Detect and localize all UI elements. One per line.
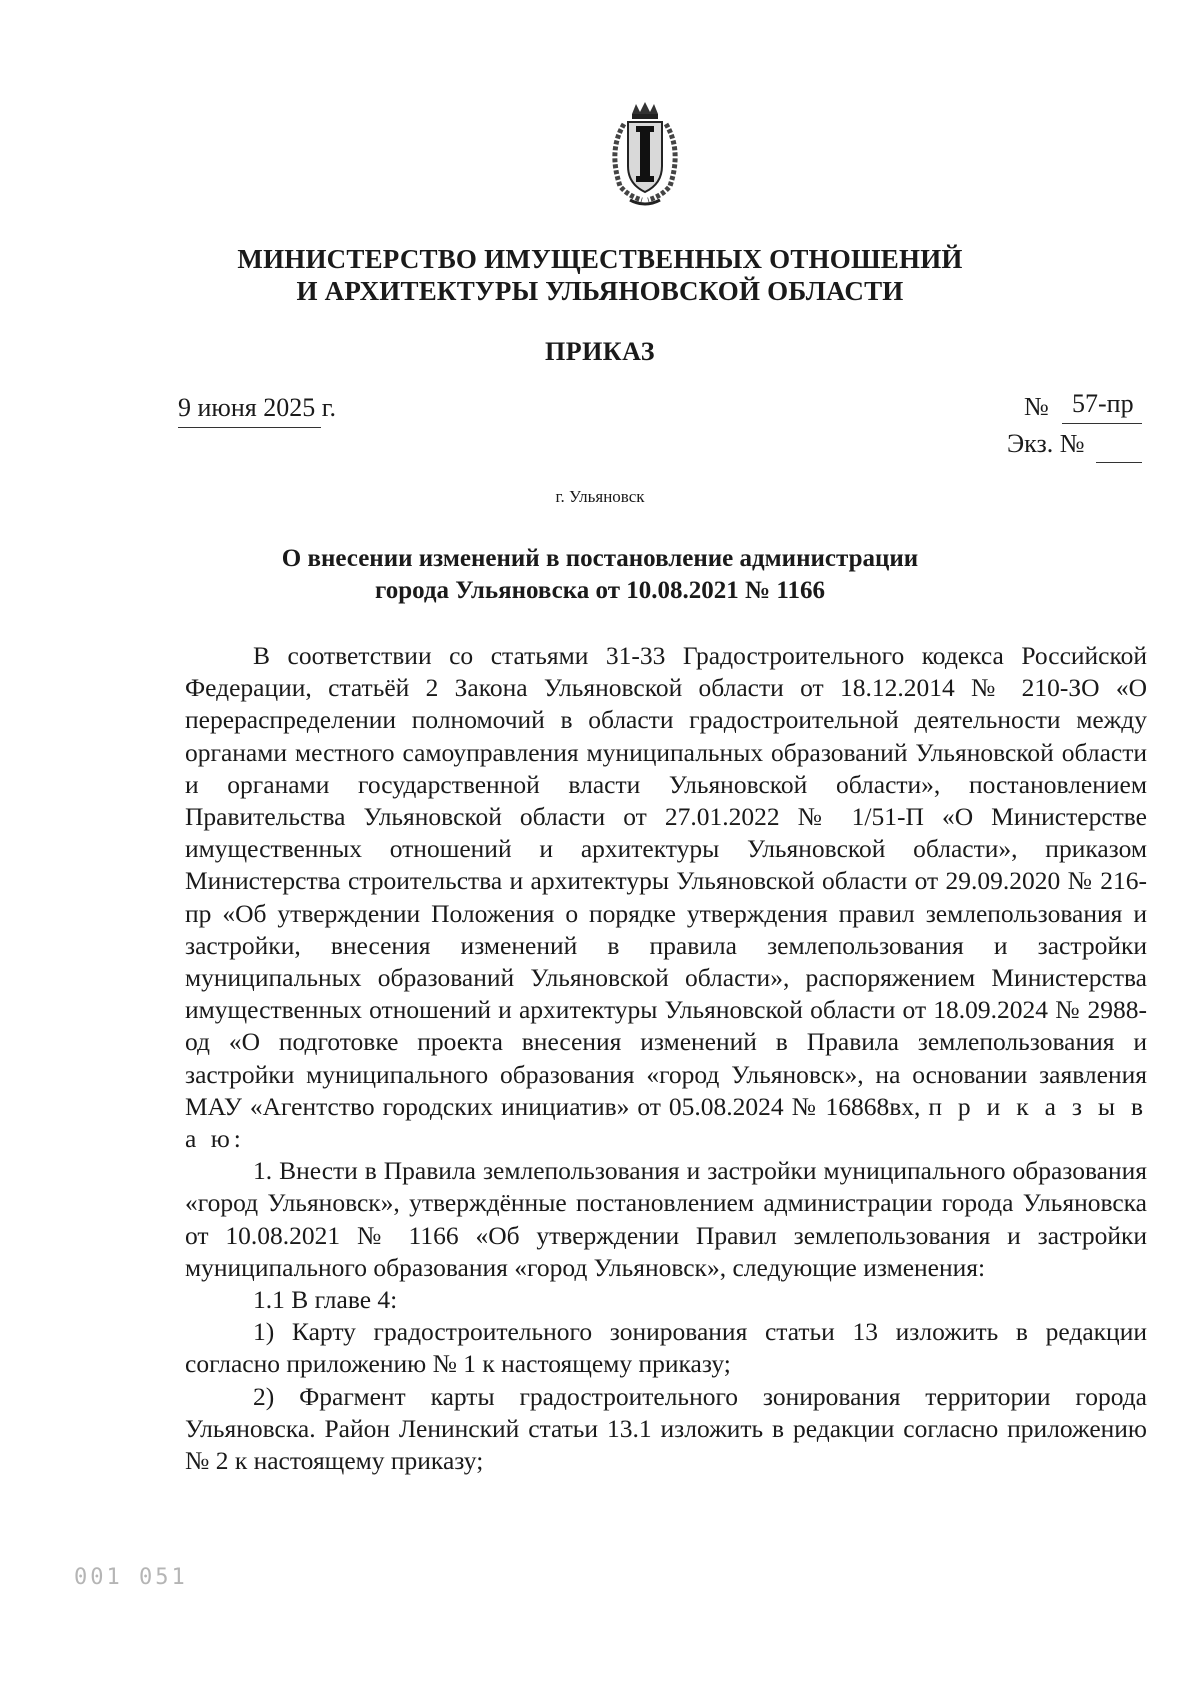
number-label: № <box>1024 392 1049 421</box>
subject-line2: города Ульяновска от 10.08.2021 № 1166 <box>374 577 825 604</box>
order-subject <box>0 543 1200 607</box>
preamble-paragraph <box>185 640 1147 1155</box>
order-number: 57-пр <box>1072 389 1134 418</box>
city-name: г. Ульяновск <box>555 487 645 506</box>
preamble-text: В соответствии со статьями 31-33 Градостроительного кодекса Российской Федерации, статьёй 2 Закона Ульяновской области от 18.12.2014 № 210-ЗО «О перераспределении полномочий в области градостроительной деятельности между органами местного самоуправления муниципальных образований Ульяновской области и органами государственной власти Ульяновской области», постановлением Правительства Ульяновской области от 27.01.2022 № 1/51-П «О Министерстве имущественных отношений и архитектуры Ульяновской области», приказом Министерства строительства и архитектуры Ульяновской области от 29.09.2020 № 216-пр «Об утверждении Положения о порядке утверждения правил землепользования и застройки, внесения изменений в правила землепользования и застройки муниципальных образований Ульяновской области», распоряжением Министерства имущественных отношений и архитектуры Ульяновской области от 18.09.2024 № 2988-од «О подготовке проекта внесения изменений в Правила землепользования и застройки муниципального образования «город Ульяновск», на основании заявления МАУ «Агентство городских инициатив» от 05.08.2024 № 16868вх, <box>185 641 1147 1121</box>
ministry-name <box>0 243 1200 307</box>
order-date: 9 июня 2025 г. <box>178 393 336 422</box>
subject-line1: О внесении изменений в постановление администрации <box>281 545 919 572</box>
ordering-word: п р и к а з ы в а ю: <box>185 1091 1147 1154</box>
document-type: ПРИКАЗ <box>544 337 656 366</box>
copy-number-label: Экз. № <box>1007 429 1085 458</box>
coat-of-arms-icon <box>602 100 688 210</box>
ministry-name-line1: МИНИСТЕРСТВО ИМУЩЕСТВЕННЫХ ОТНОШЕНИЙ <box>237 244 963 274</box>
item-1-1: 1.1 В главе 4: <box>253 1285 398 1315</box>
subitem-2: 2) Фрагмент карты градостроительного зонирования территории города Ульяновска. Район Ленинский статьи 13.1 изложить в редакции согласно приложению № 2 к настоящему приказу; <box>185 1381 1147 1476</box>
subitem-1: 1) Карту градостроительного зонирования статьи 13 изложить в редакции согласно приложению № 1 к настоящему приказу; <box>185 1317 1147 1379</box>
number-underline <box>1062 423 1142 424</box>
copy-number-underline <box>1096 462 1142 463</box>
order-body <box>185 640 1147 1477</box>
date-underline <box>178 427 321 428</box>
item-1: 1. Внести в Правила землепользования и застройки муниципального образования «город Ульяновск», утверждённые постановлением администрации города Ульяновска от 10.08.2021 № 1166 «Об утверждении Правил землепользования и застройки муниципального образования «город Ульяновск», следующие изменения: <box>185 1156 1147 1282</box>
page-stamp-number: 001 051 <box>74 1565 188 1590</box>
ministry-name-line2: И АРХИТЕКТУРЫ УЛЬЯНОВСКОЙ ОБЛАСТИ <box>296 276 904 306</box>
